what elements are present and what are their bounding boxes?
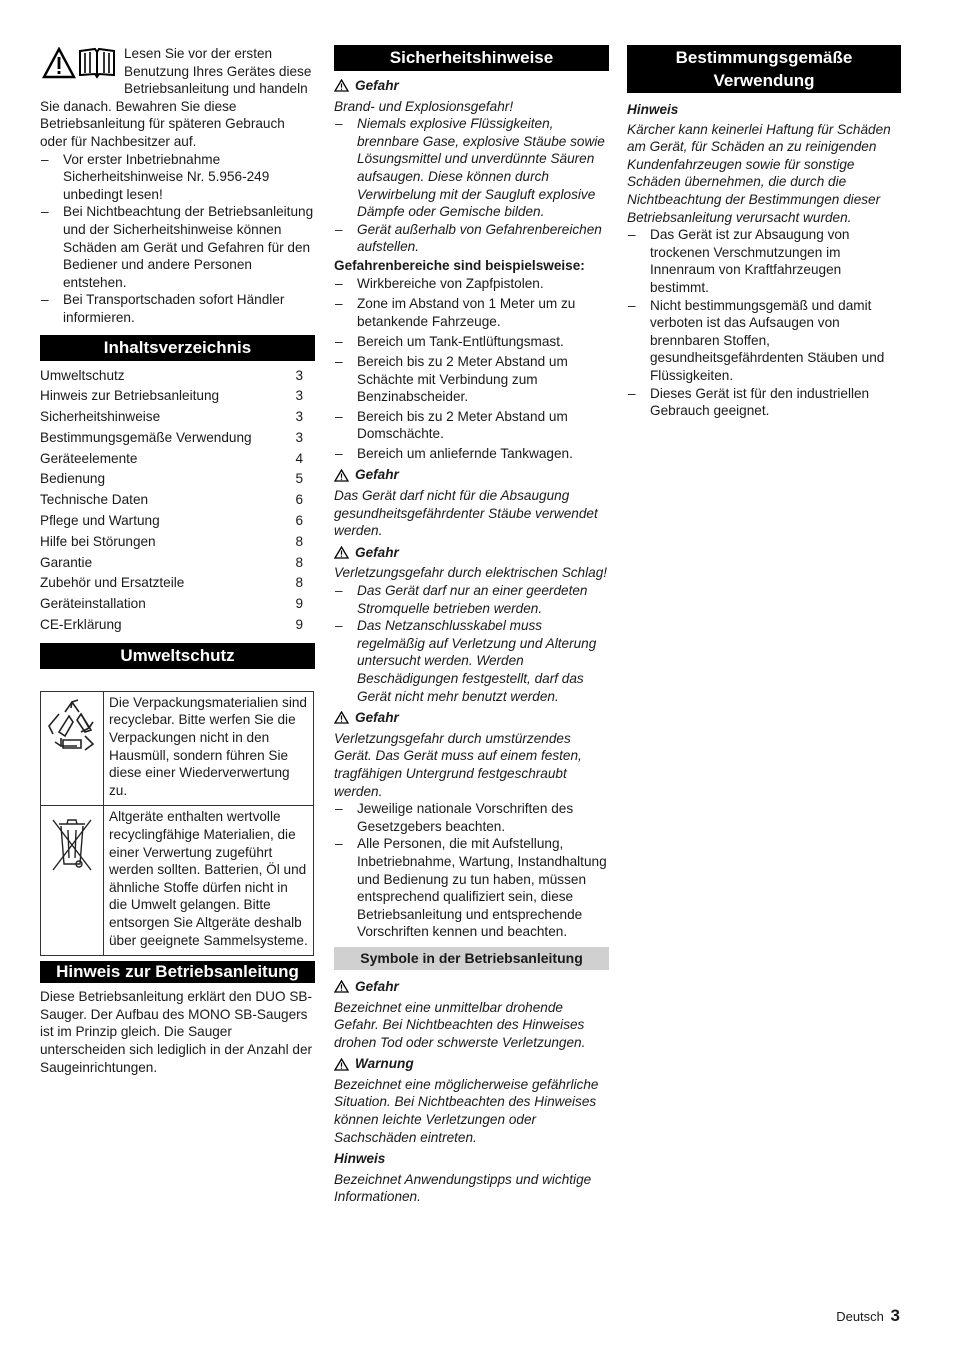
toc-entry-page: 3 [295,409,303,425]
list-item: – Jeweilige nationale Vorschriften des Gesetzgebers beachten. [334,800,609,835]
table-cell [41,806,104,956]
toc-entry-label: Bedienung [40,471,106,487]
list-item: – Das Gerät darf nur an einer geerdeten Stromquelle betrieben werden. [334,582,609,617]
intro-text: Lesen Sie vor der ersten Benutzung Ihres Gerätes diese Betriebsanleitung und handeln Sie danach. Bewahren Sie diese Betriebsanleitung für späteren Gebrauch oder für Nachbesitzer auf. [40,46,312,149]
toc-entry[interactable] [40,615,315,636]
manual-book-icon [78,47,116,79]
gefahr-text: Das Gerät darf nicht für die Absaugung gesundheitsgefährdenter Stäube verwendet werden. [334,488,598,539]
gefahr-label: Gefahr [355,978,399,994]
intro-item: – Vor erster Inbetriebnahme Sicherheitshinweise Nr. 5.956-249 unbedingt lesen! [40,151,315,204]
gefahr-lead: Brand- und Explosionsgefahr! [334,98,514,114]
list-item: – Das Netzanschlusskabel muss regelmäßig auf Verletzung und Alterung untersucht werden. Werden Beschädigungen festgestellt, darf das Gerät nicht mehr benutzt werden. [334,617,609,705]
gefahr-title [334,709,609,727]
hinweis-label: Hinweis [627,102,679,117]
bestimmung-hinweis-text: Kärcher kann keinerlei Haftung für Schäden am Gerät, für Schäden an zu reinigenden Kundenfahrzeugen sowie für sonstige Schäden übernehmen, die durch die Nichtbeachtung der Bestimmungen dieser Betriebsanleitung verursacht wurden. [627,121,891,225]
symbol-gefahr-text: Bezeichnet eine unmittelbar drohende Gefahr. Bei Nichtbeachten des Hinweises drohen Tod oder schwerste Verletzungen. [334,999,586,1050]
column-middle [334,45,609,1206]
toc-entry-page: 8 [295,533,303,549]
toc-entry-label: Pflege und Wartung [40,513,160,529]
warning-triangle-icon [334,711,349,724]
warnung-label: Warnung [355,1056,414,1072]
toc-entry-label: Sicherheitshinweise [40,409,161,425]
bestimmung-heading: Bestimmungsgemäße Verwendung [627,45,901,93]
toc-entry-page: 6 [295,513,303,529]
intro-item: – Bei Nichtbeachtung der Betriebsanleitung und der Sicherheitshinweise können Schäden am Gerät und Gefahren für den Bediener und andere Personen entstehen. [40,203,315,291]
toc-entry[interactable] [40,490,315,511]
toc-entry-page: 8 [295,554,303,570]
toc-entry-label: Technische Daten [40,492,149,508]
warnung-title [334,1055,609,1073]
toc-entry-label: Hinweis zur Betriebsanleitung [40,388,220,404]
toc-entry[interactable] [40,511,315,532]
hinweis-betrieb-text: Diese Betriebsanleitung erklärt den DUO SB-Sauger. Der Aufbau des MONO SB-Saugers ist im Prinzip gleich. Die Sauger unterscheiden sich lediglich in der Anzahl der Saugeinrichtungen. [40,989,313,1075]
table-cell [41,691,104,806]
toc-heading: Inhaltsverzeichnis [40,335,315,361]
gefahr-title [334,466,609,484]
umweltschutz-heading: Umweltschutz [40,643,315,669]
gefahr-label: Gefahr [355,467,399,483]
table-cell: Die Verpackungsmaterialien sind recyclebar. Bitte werfen Sie die Verpackungen nicht in den Hausmüll, sondern führen Sie diese einer Wiederverwertung zu. [104,691,314,806]
toc-entry[interactable] [40,532,315,553]
page-footer [836,1307,900,1326]
table-cell: Altgeräte enthalten wertvolle recyclingfähige Materialien, die einer Verwertung zugeführt werden sollten. Batterien, Öl und ähnliche Stoffe dürfen nicht in die Umwelt gelangen. Bitte entsorgen Sie Altgeräte deshalb über geeignete Sammelsysteme. [104,806,314,956]
toc-entry-label: Umweltschutz [40,367,125,383]
toc-entry[interactable] [40,594,315,615]
toc-list [40,366,315,636]
warning-triangle-icon [334,546,349,559]
list-item: – Bereich bis zu 2 Meter Abstand um Schächte mit Verbindung zum Benzinabscheider. [334,353,609,406]
symbol-warnung-text: Bezeichnet eine möglicherweise gefährliche Situation. Bei Nichtbeachten des Hinweises können leichte Verletzungen oder Sachschäden eintreten. [334,1076,599,1145]
toc-entry-label: Geräteelemente [40,450,138,466]
toc-entry-label: Garantie [40,554,93,570]
hinweis-label: Hinweis [334,1151,386,1167]
gefahr-title [334,77,609,95]
toc-entry[interactable] [40,469,315,490]
intro-icons [42,47,118,81]
toc-entry-page: 8 [295,575,303,591]
toc-entry-page: 9 [295,596,303,612]
recycle-icon [41,692,103,772]
toc-entry-label: Hilfe bei Störungen [40,533,156,549]
hinweis-betrieb-heading: Hinweis zur Betriebsanleitung [40,961,315,983]
list-item: – Wirkbereiche von Zapfpistolen. [334,275,609,293]
warning-triangle-icon [334,79,349,92]
environment-table [40,691,314,956]
warning-triangle-icon [42,47,76,79]
intro-item: – Bei Transportschaden sofort Händler informieren. [40,291,315,326]
toc-entry[interactable] [40,386,315,407]
list-item: – Dieses Gerät ist für den industriellen Gebrauch geeignet. [627,385,901,420]
list-item: – Bereich um Tank-Entlüftungsmast. [334,333,609,351]
table-row [41,806,314,956]
gefahr-text: Verletzungsgefahr durch umstürzendes Gerät. Das Gerät muss auf einem festen, tragfähigen Untergrund festgeschraubt werden. [334,730,582,799]
toc-entry[interactable] [40,553,315,574]
toc-entry[interactable] [40,366,315,387]
list-item: – Zone im Abstand von 1 Meter um zu betankende Fahrzeuge. [334,295,609,330]
list-item: – Gerät außerhalb von Gefahrenbereichen aufstellen. [334,221,609,256]
toc-entry-label: Geräteinstallation [40,596,146,612]
list-item: – Das Gerät ist zur Absaugung von trockenen Verschmutzungen im Innenraum von Kraftfahrzeugen bestimmt. [627,226,901,296]
symbol-hinweis-text: Bezeichnet Anwendungstipps und wichtige Informationen. [334,1171,592,1205]
gefahr-lead: Verletzungsgefahr durch elektrischen Schlag! [334,565,608,581]
toc-entry[interactable] [40,449,315,470]
toc-entry-label: Zubehör und Ersatzteile [40,575,185,591]
toc-entry-page: 3 [295,367,303,383]
toc-entry-page: 6 [295,492,303,508]
gefahr-label: Gefahr [355,78,399,93]
column-left [40,45,315,1076]
toc-entry-page: 5 [295,471,303,487]
toc-entry-label: CE-Erklärung [40,617,122,633]
page-number: 3 [890,1306,900,1325]
toc-entry-page: 3 [295,429,303,445]
toc-entry-label: Bestimmungsgemäße Verwendung [40,429,252,445]
bereiche-heading: Gefahrenbereiche sind beispielsweise: [334,257,585,273]
toc-entry[interactable] [40,573,315,594]
toc-entry-page: 4 [295,450,303,466]
toc-entry[interactable] [40,407,315,428]
toc-entry-page: 9 [295,617,303,633]
intro-block [40,45,315,327]
gefahr-title [334,978,609,996]
toc-entry[interactable] [40,428,315,449]
gefahr-title [334,544,609,562]
sicherheit-heading: Sicherheitshinweise [334,45,609,71]
table-row [41,691,314,806]
column-right [627,45,901,420]
list-item: – Bereich um anliefernde Tankwagen. [334,445,609,463]
list-item: – Alle Personen, die mit Aufstellung, Inbetriebnahme, Wartung, Instandhaltung und Bedienung zu tun haben, müssen entsprechend qualifiziert sein, diese Betriebsanleitung und entsprechende Vorschriften kennen und beachten. [334,835,609,941]
crossed-bin-icon [41,806,103,882]
warning-triangle-icon [334,980,349,993]
gefahr-label: Gefahr [355,544,399,560]
symbole-heading: Symbole in der Betriebsanleitung [334,947,609,970]
gefahr-label: Gefahr [355,710,399,726]
warning-triangle-icon [334,469,349,482]
warning-triangle-icon [334,1058,349,1071]
list-item: – Bereich bis zu 2 Meter Abstand um Domschächte. [334,408,609,443]
list-item: – Nicht bestimmungsgemäß und damit verboten ist das Aufsaugen von brennbaren Stoffen, gesundheitsgefährdenten Stäuben und Flüssigkeiten. [627,297,901,385]
list-item: – Niemals explosive Flüssigkeiten, brennbare Gase, explosive Stäube sowie Lösungsmittel und unverdünnte Säuren aufsaugen. Diese können durch Verwirbelung mit der Saugluft explosive Dämpfe oder Gemische bilden. [334,115,609,221]
toc-entry-page: 3 [295,388,303,404]
footer-language: Deutsch [836,1309,884,1324]
